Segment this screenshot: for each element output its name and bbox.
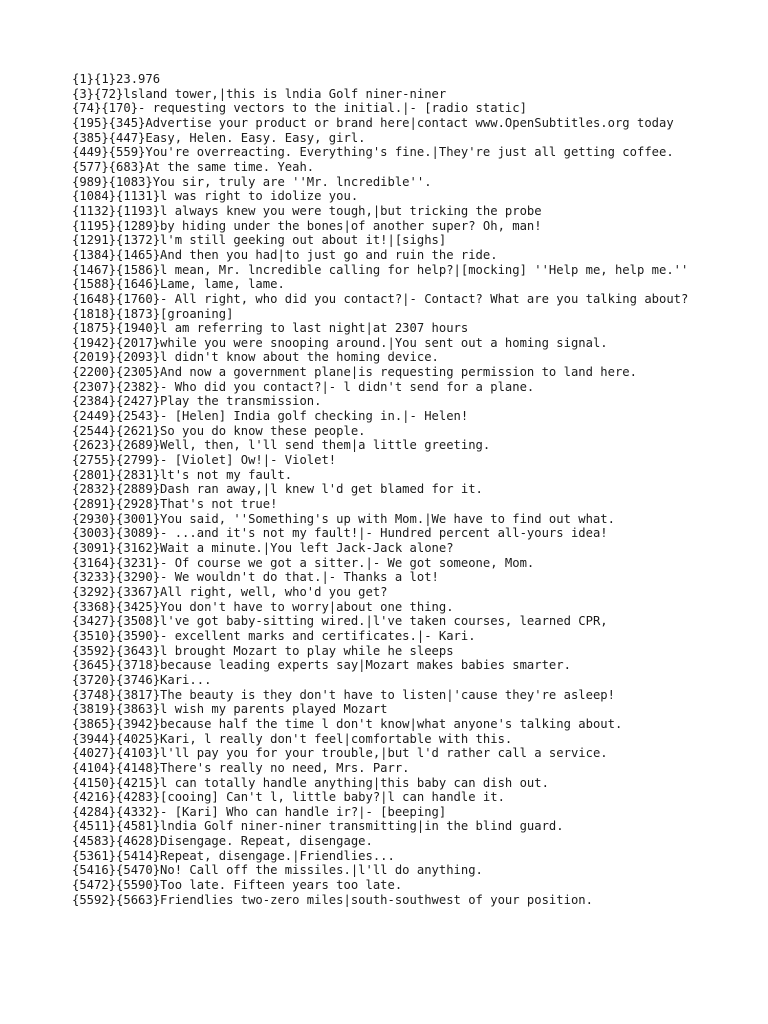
subtitle-line: {2755}{2799}- [Violet] Ow!|- Violet! bbox=[72, 453, 337, 468]
subtitle-line: {1}{1}23.976 bbox=[72, 72, 161, 86]
subtitle-line: {1384}{1465}And then you had|to just go and ruin the ride. bbox=[72, 247, 498, 262]
subtitle-line: {2384}{2427}Play the transmission. bbox=[72, 394, 322, 409]
subtitle-line: {5416}{5470}No! Call off the missiles.|l'll do anything. bbox=[72, 863, 483, 878]
subtitle-line: {2019}{2093}l didn't know about the homing device. bbox=[72, 350, 439, 365]
subtitle-line: {2801}{2831}lt's not my fault. bbox=[72, 467, 293, 482]
subtitle-line: {1818}{1873}[groaning] bbox=[72, 306, 234, 321]
subtitle-line: {3091}{3162}Wait a minute.|You left Jack-Jack alone? bbox=[72, 541, 454, 555]
subtitle-line: {4104}{4148}There's really no need, Mrs. Parr. bbox=[72, 760, 410, 775]
subtitle-line: {2544}{2621}So you do know these people. bbox=[72, 423, 366, 438]
subtitle-line: {3233}{3290}- We wouldn't do that.|- Thanks a lot! bbox=[72, 570, 439, 585]
subtitle-line: {4150}{4215}l can totally handle anything|this baby can dish out. bbox=[72, 775, 549, 790]
subtitle-line: {4216}{4283}[cooing] Can't l, little baby?|l can handle it. bbox=[72, 790, 505, 805]
subtitle-line: {449}{559}You're overreacting. Everything's fine.|They're just all getting coffee. bbox=[72, 145, 674, 160]
subtitle-line: {1942}{2017}while you were snooping around.|You sent out a homing signal. bbox=[72, 335, 608, 350]
subtitle-line: {1467}{1586}l mean, Mr. lncredible calling for help?|[mocking] ''Help me, help me.'' bbox=[72, 262, 689, 277]
subtitle-line: {1195}{1289}by hiding under the bones|of another super? Oh, man! bbox=[72, 218, 542, 233]
subtitle-line: {577}{683}At the same time. Yeah. bbox=[72, 159, 315, 174]
subtitle-line: {1588}{1646}Lame, lame, lame. bbox=[72, 277, 285, 292]
subtitle-line: {2307}{2382}- Who did you contact?|- l didn't send for a plane. bbox=[72, 379, 535, 394]
subtitle-line: {4511}{4581}lndia Golf niner-niner transmitting|in the blind guard. bbox=[72, 819, 564, 834]
subtitle-line: {3720}{3746}Kari... bbox=[72, 672, 212, 687]
subtitle-line: {74}{170}- requesting vectors to the initial.|- [radio static] bbox=[72, 101, 527, 116]
subtitle-line: {2200}{2305}And now a government plane|is requesting permission to land here. bbox=[72, 365, 637, 380]
subtitle-line: {3944}{4025}Kari, l really don't feel|comfortable with this. bbox=[72, 731, 513, 746]
subtitle-line: {5592}{5663}Friendlies two-zero miles|south-southwest of your position. bbox=[72, 892, 593, 907]
subtitle-line: {1648}{1760}- All right, who did you contact?|- Contact? What are you talking about? bbox=[72, 291, 689, 306]
subtitle-line: {1875}{1940}l am referring to last night|at 2307 hours bbox=[72, 321, 469, 336]
subtitle-line: {2891}{2928}That's not true! bbox=[72, 497, 278, 512]
subtitle-line: {4583}{4628}Disengage. Repeat, disengage. bbox=[72, 834, 373, 849]
subtitle-line: {3164}{3231}- Of course we got a sitter.|- We got someone, Mom. bbox=[72, 555, 535, 570]
subtitle-line: {3592}{3643}l brought Mozart to play while he sleeps bbox=[72, 643, 454, 658]
subtitle-line: {1291}{1372}l'm still geeking out about it!|[sighs] bbox=[72, 233, 447, 248]
subtitle-line: {989}{1083}You sir, truly are ''Mr. lncredible''. bbox=[72, 174, 432, 189]
subtitle-line: {385}{447}Easy, Helen. Easy. Easy, girl. bbox=[72, 130, 366, 145]
subtitle-line: {3292}{3367}All right, well, who'd you get? bbox=[72, 584, 388, 599]
subtitle-text-block bbox=[72, 72, 696, 907]
subtitle-line: {3865}{3942}because half the time l don't know|what anyone's talking about. bbox=[72, 716, 623, 731]
subtitle-line: {1132}{1193}l always knew you were tough,|but tricking the probe bbox=[72, 203, 542, 218]
subtitle-line: {3427}{3508}l've got baby-sitting wired.|l've taken courses, learned CPR, bbox=[72, 614, 608, 629]
subtitle-line: {3510}{3590}- excellent marks and certificates.|- Kari. bbox=[72, 628, 476, 643]
subtitle-line: {2449}{2543}- [Helen] India golf checking in.|- Helen! bbox=[72, 409, 469, 424]
subtitle-line: {3}{72}lsland tower,|this is lndia Golf niner-niner bbox=[72, 86, 447, 101]
subtitle-line: {4284}{4332}- [Kari] Who can handle ir?|- [beeping] bbox=[72, 804, 447, 819]
subtitle-line: {5361}{5414}Repeat, disengage.|Friendlies... bbox=[72, 848, 395, 863]
subtitle-line: {1084}{1131}l was right to idolize you. bbox=[72, 189, 359, 204]
subtitle-line: {5472}{5590}Too late. Fifteen years too late. bbox=[72, 878, 403, 893]
subtitle-line: {2930}{3001}You said, ''Something's up with Mom.|We have to find out what. bbox=[72, 511, 615, 526]
subtitle-line: {4027}{4103}l'll pay you for your trouble,|but l'd rather call a service. bbox=[72, 746, 608, 761]
subtitle-line: {3819}{3863}l wish my parents played Mozart bbox=[72, 702, 388, 717]
subtitle-line: {2623}{2689}Well, then, l'll send them|a little greeting. bbox=[72, 438, 491, 453]
subtitle-line: {195}{345}Advertise your product or brand here|contact www.OpenSubtitles.org today bbox=[72, 115, 674, 130]
subtitle-line: {3003}{3089}- ...and it's not my fault!|- Hundred percent all-yours idea! bbox=[72, 526, 608, 541]
subtitle-line: {3748}{3817}The beauty is they don't have to listen|'cause they're asleep! bbox=[72, 687, 615, 702]
subtitle-line: {3368}{3425}You don't have to worry|about one thing. bbox=[72, 599, 454, 614]
subtitle-line: {3645}{3718}because leading experts say|Mozart makes babies smarter. bbox=[72, 658, 571, 673]
subtitle-line: {2832}{2889}Dash ran away,|l knew l'd get blamed for it. bbox=[72, 482, 483, 497]
